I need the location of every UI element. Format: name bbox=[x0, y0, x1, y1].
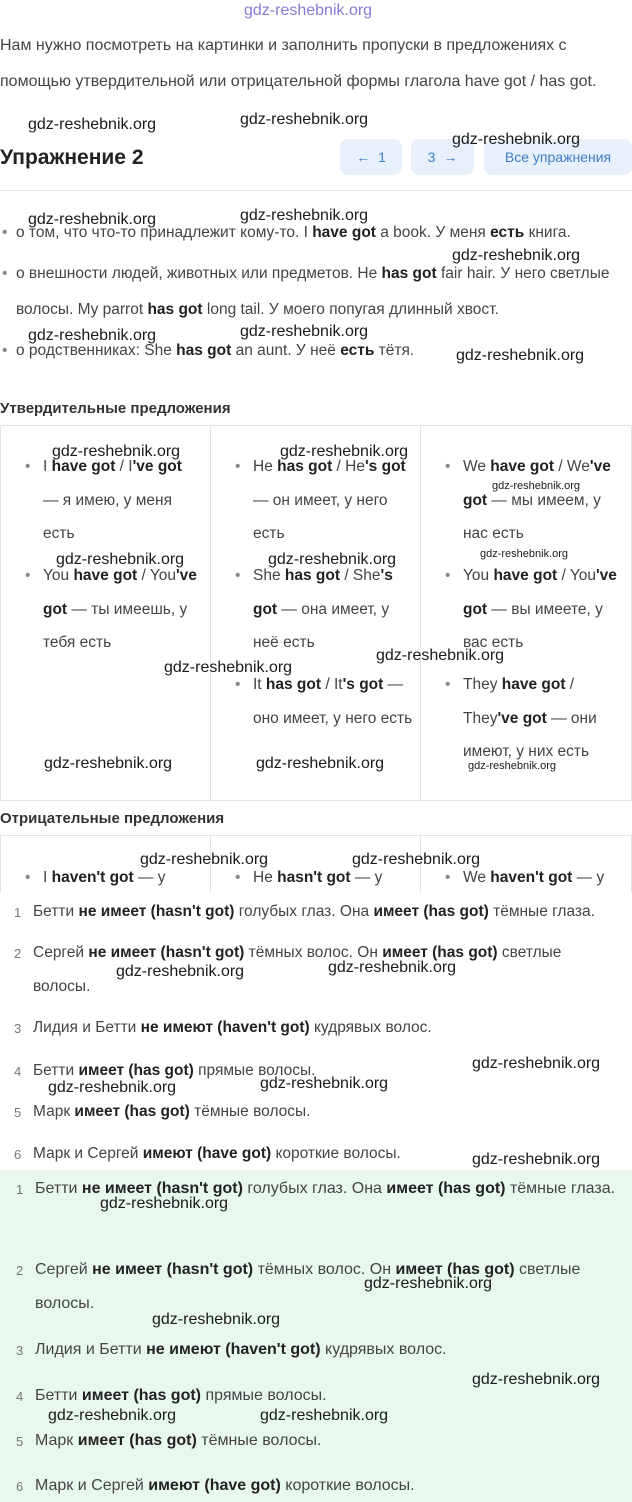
answer-item: Бетти не имеет (hasn't got) голубых глаз. Она имеет (has got) тёмные глаза. bbox=[35, 1180, 616, 1197]
prev-exercise-button[interactable]: ← 1 bbox=[340, 139, 402, 175]
watermark: gdz-reshebnik.org bbox=[260, 1075, 389, 1092]
watermark: gdz-reshebnik.org bbox=[52, 443, 181, 460]
exercise-title: Упражнение 2 bbox=[0, 146, 144, 169]
list-item: • They have got / They've got — они имеют, у них есть bbox=[463, 668, 629, 769]
usage-item: • о родственниках: She has got an aunt. У неё есть тётя. bbox=[16, 333, 628, 369]
watermark: gdz-reshebnik.org bbox=[44, 755, 173, 772]
intro-text: Нам нужно посмотреть на картинки и заполнить пропуски в предложениях с помощью утвердительной или отрицательной формы глагола have got / has got. bbox=[0, 37, 597, 90]
arrow-right-icon: → bbox=[443, 149, 458, 165]
all-exercises-button[interactable]: Все упражнения bbox=[484, 139, 632, 175]
affirmative-col-2 bbox=[211, 426, 421, 800]
answer-item: Марк имеет (has got) тёмные волосы. bbox=[35, 1432, 322, 1449]
watermark: gdz-reshebnik.org bbox=[468, 760, 557, 772]
watermark: gdz-reshebnik.org bbox=[28, 116, 157, 133]
answer-item: Марк и Сергей имеют (have got) короткие волосы. bbox=[35, 1477, 415, 1494]
answer-item: Марк имеет (has got) тёмные волосы. bbox=[33, 1103, 311, 1120]
watermark: gdz-reshebnik.org bbox=[456, 347, 585, 364]
divider bbox=[0, 190, 632, 191]
affirmative-heading: Утвердительные предложения bbox=[0, 400, 231, 417]
list-item: • She has got / She's got — она имеет, у неё есть bbox=[253, 559, 413, 660]
usage-item: • о внешности людей, животных или предметов. He has got fair hair. У него светлые волосы. My parrot has got long tail. У моего попугая длинный хвост. bbox=[16, 256, 628, 328]
watermark: gdz-reshebnik.org bbox=[472, 1151, 601, 1168]
watermark: gdz-reshebnik.org bbox=[472, 1371, 601, 1388]
usage-item: • о том, что что-то принадлежит кому-то. I have got a book. У меня есть книга. bbox=[16, 215, 628, 251]
watermark: gdz-reshebnik.org bbox=[256, 755, 385, 772]
list-item: • He has got / He's got — он имеет, у него есть bbox=[253, 450, 413, 551]
watermark: gdz-reshebnik.org bbox=[452, 247, 581, 264]
watermark: gdz-reshebnik.org bbox=[244, 2, 373, 19]
watermark: gdz-reshebnik.org bbox=[376, 647, 505, 664]
answer-item: Бетти имеет (has got) прямые волосы. bbox=[33, 1062, 316, 1079]
watermark: gdz-reshebnik.org bbox=[452, 131, 581, 148]
answer-item: Марк и Сергей имеют (have got) короткие волосы. bbox=[33, 1145, 401, 1162]
next-exercise-button[interactable]: 3 → bbox=[411, 139, 474, 175]
watermark: gdz-reshebnik.org bbox=[472, 1055, 601, 1072]
watermark: gdz-reshebnik.org bbox=[28, 327, 157, 344]
list-item: • We haven't got — у bbox=[463, 861, 623, 893]
watermark: gdz-reshebnik.org bbox=[240, 323, 369, 340]
watermark: gdz-reshebnik.org bbox=[240, 207, 369, 224]
list-item: • He hasn't got — у bbox=[253, 861, 413, 893]
watermark: gdz-reshebnik.org bbox=[56, 551, 185, 568]
answer-item: Сергей не имеет (hasn't got) тёмных волос. Он имеет (has got) светлые волосы. bbox=[35, 1261, 581, 1312]
list-item: • I haven't got — у bbox=[43, 861, 203, 893]
arrow-left-icon: ← bbox=[356, 149, 371, 165]
list-item: • You have got / You've got — ты имеешь, у тебя есть bbox=[43, 559, 203, 660]
watermark: gdz-reshebnik.org bbox=[164, 659, 293, 676]
list-item: • We have got / We've got — мы имеем, у нас есть bbox=[463, 450, 627, 551]
watermark: gdz-reshebnik.org bbox=[328, 959, 457, 976]
list-item: • It has got / It's got — оно имеет, у него есть bbox=[253, 668, 417, 735]
answer-item: Бетти не имеет (hasn't got) голубых глаз. Она имеет (has got) тёмные глаза. bbox=[33, 903, 595, 920]
watermark: gdz-reshebnik.org bbox=[48, 1407, 177, 1424]
watermark: gdz-reshebnik.org bbox=[268, 551, 397, 568]
watermark: gdz-reshebnik.org bbox=[480, 548, 569, 560]
answer-item: Сергей не имеет (hasn't got) тёмных волос. Он имеет (has got) светлые волосы. bbox=[33, 944, 562, 995]
watermark: gdz-reshebnik.org bbox=[100, 1195, 229, 1212]
answer-item: Лидия и Бетти не имеют (haven't got) кудрявых волос. bbox=[33, 1019, 432, 1036]
negative-table bbox=[0, 835, 632, 893]
answer-item: Бетти имеет (has got) прямые волосы. bbox=[35, 1387, 327, 1404]
watermark: gdz-reshebnik.org bbox=[116, 963, 245, 980]
watermark: gdz-reshebnik.org bbox=[492, 480, 581, 492]
watermark: gdz-reshebnik.org bbox=[240, 111, 369, 128]
watermark: gdz-reshebnik.org bbox=[140, 851, 269, 868]
list-item: • I have got / I've got — я имею, у меня есть bbox=[43, 450, 199, 551]
watermark: gdz-reshebnik.org bbox=[260, 1407, 389, 1424]
watermark: gdz-reshebnik.org bbox=[280, 443, 409, 460]
watermark: gdz-reshebnik.org bbox=[364, 1275, 493, 1292]
negative-heading: Отрицательные предложения bbox=[0, 810, 225, 827]
list-item: • You have got / You've got — вы имеете, у вас есть bbox=[463, 559, 629, 660]
watermark: gdz-reshebnik.org bbox=[48, 1079, 177, 1096]
answer-item: Лидия и Бетти не имеют (haven't got) кудрявых волос. bbox=[35, 1341, 447, 1358]
watermark: gdz-reshebnik.org bbox=[152, 1311, 281, 1328]
affirmative-col-1 bbox=[1, 426, 211, 800]
watermark: gdz-reshebnik.org bbox=[352, 851, 481, 868]
watermark: gdz-reshebnik.org bbox=[28, 211, 157, 228]
